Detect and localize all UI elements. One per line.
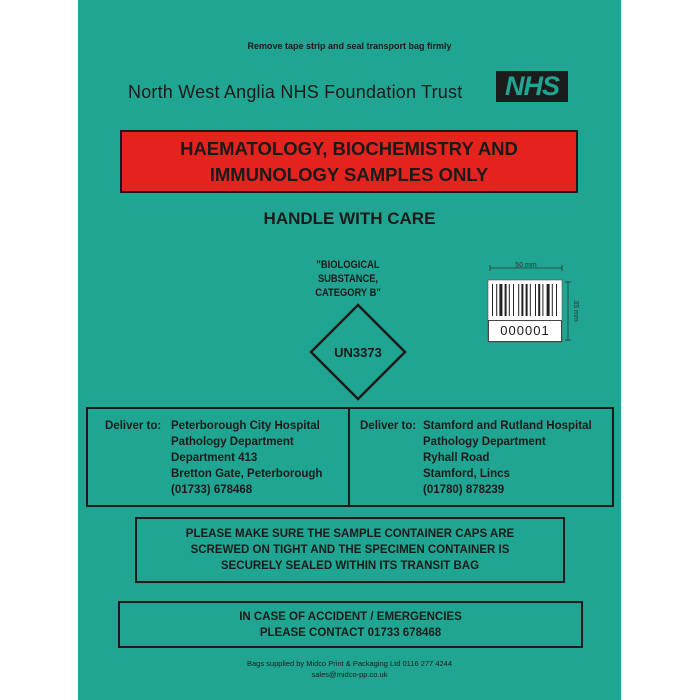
stamford-address — [423, 418, 592, 498]
bio-line-1: "BIOLOGICAL SUBSTANCE, — [316, 259, 380, 285]
caps-line-1: PLEASE MAKE SURE THE SAMPLE CONTAINER CAPS ARE — [185, 528, 515, 540]
barcode-stripe — [530, 284, 531, 316]
address-line: (01733) 678468 — [171, 484, 253, 496]
barcode-number: 000001 — [488, 320, 562, 342]
barcode-stripe — [499, 284, 502, 316]
banner-line-2: IMMUNOLOGY SAMPLES ONLY — [209, 163, 489, 185]
un3373-diamond — [308, 302, 408, 402]
barcode-stripe — [535, 284, 536, 316]
bio-line-2: CATEGORY B" — [315, 287, 381, 299]
caps-line-2: SCREWED ON TIGHT AND THE SPECIMEN CONTAINER IS — [190, 544, 510, 556]
un-code: UN3373 — [334, 345, 382, 360]
barcode-stripe — [518, 284, 519, 316]
barcode-stripe — [505, 284, 507, 316]
nhs-logo: NHS — [496, 71, 568, 102]
emergency-contact-box — [118, 601, 583, 648]
address-line: Stamford, Lincs — [423, 468, 510, 480]
barcode-stripe — [496, 284, 497, 316]
barcode-height-label: 35 mm — [572, 300, 579, 322]
barcode-stripe — [521, 284, 523, 316]
barcode-stripe — [552, 284, 553, 316]
tape-instruction: Remove tape strip and seal transport bag firmly — [247, 41, 452, 51]
address-line: Stamford and Rutland Hospital — [423, 420, 592, 432]
supplier-info — [78, 658, 621, 680]
deliver-to-label-left: Deliver to: — [105, 420, 162, 432]
barcode-stripe — [526, 284, 528, 316]
banner-line-1: HAEMATOLOGY, BIOCHEMISTRY AND — [180, 137, 518, 159]
emergency-line-1: IN CASE OF ACCIDENT / EMERGENCIES — [239, 610, 462, 623]
barcode-stripe — [513, 284, 514, 316]
transport-bag-label — [78, 0, 621, 700]
address-line: Peterborough City Hospital — [171, 420, 320, 432]
barcode-width-label: 50 mm — [515, 262, 537, 269]
address-line: Bretton Gate, Peterborough — [171, 468, 323, 480]
emergency-line-2: PLEASE CONTACT 01733 678468 — [259, 626, 442, 639]
barcode-stripe — [556, 284, 557, 316]
supplier-line-2: sales@midco-pp.co.uk — [311, 670, 388, 679]
address-line: Department 413 — [171, 452, 258, 464]
address-line: Pathology Department — [423, 436, 546, 448]
address-line: Ryhall Road — [423, 452, 490, 464]
barcode-stripe — [538, 284, 540, 316]
address-line: Pathology Department — [171, 436, 294, 448]
caps-line-3: SECURELY SEALED WITHIN ITS TRANSIT BAG — [220, 560, 480, 572]
handle-with-care-heading: HANDLE WITH CARE — [263, 209, 436, 228]
barcode-stripe — [492, 284, 493, 316]
address-divider — [348, 407, 350, 507]
biological-substance-label — [297, 258, 399, 300]
container-caps-notice — [135, 517, 565, 583]
supplier-line-1: Bags supplied by Midco Print & Packaging Ltd 0116 277 4244 — [247, 659, 452, 668]
address-line: (01780) 878239 — [423, 484, 505, 496]
barcode-stripe — [542, 284, 543, 316]
deliver-to-label-right: Deliver to: — [360, 420, 417, 432]
barcode-stripe — [547, 284, 550, 316]
peterborough-address — [171, 418, 322, 498]
trust-name: North West Anglia NHS Foundation Trust — [128, 82, 463, 102]
barcode-stripe — [509, 284, 510, 316]
sample-type-banner — [120, 130, 578, 193]
